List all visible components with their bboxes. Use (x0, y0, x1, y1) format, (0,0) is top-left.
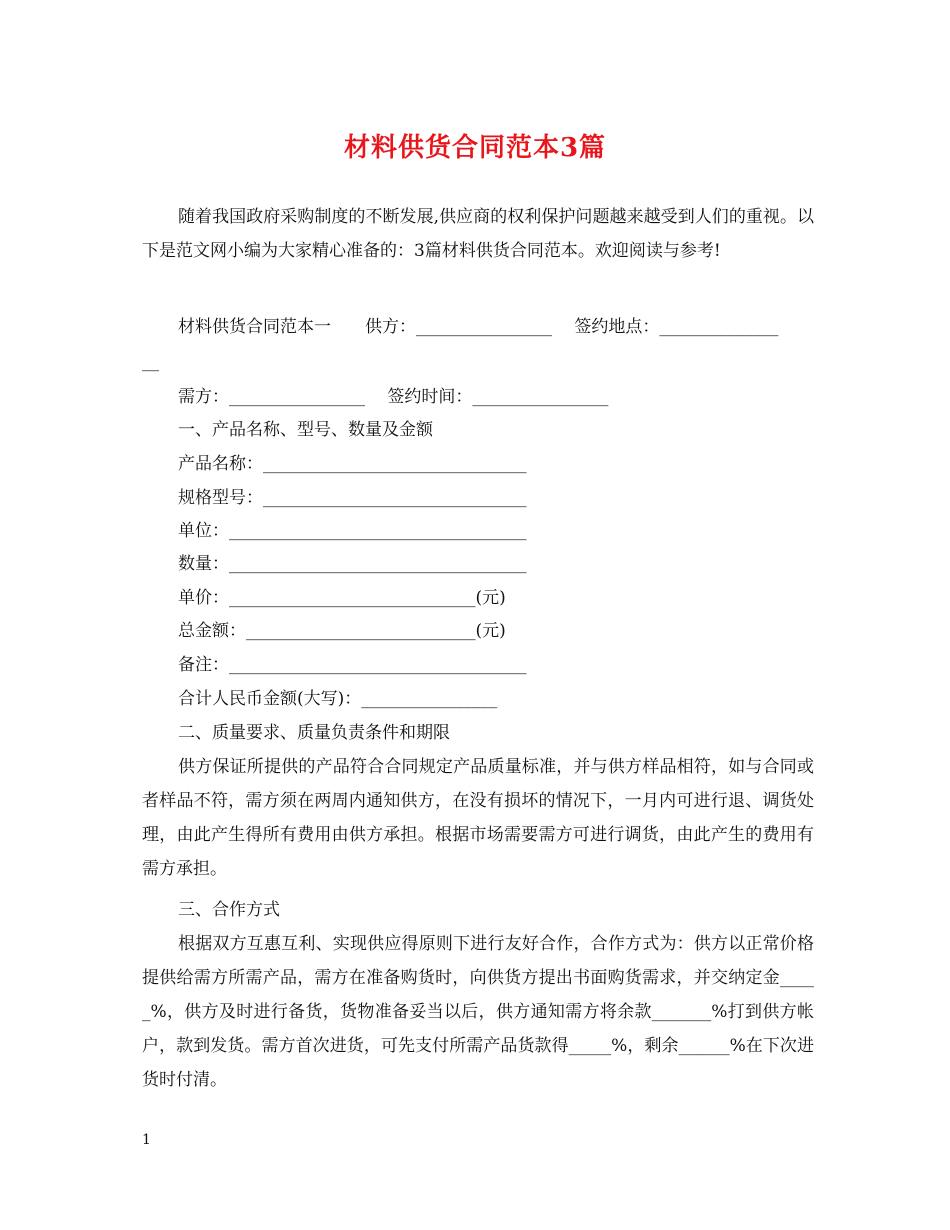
field-remarks: 备注：___________________________________ (178, 655, 527, 675)
field-total-amount: 总金额：___________________________(元) (178, 621, 506, 641)
section-1-heading: 一、产品名称、型号、数量及金额 (178, 420, 433, 440)
field-product-name: 产品名称：_______________________________ (178, 454, 527, 474)
document-title: 材料供货合同范本3篇 (343, 133, 607, 163)
field-unit-price: 单价：_____________________________(元) (178, 588, 506, 608)
section-2-heading: 二、质量要求、质量负责条件和期限 (178, 723, 450, 743)
field-spec-model: 规格型号：_______________________________ (178, 488, 527, 508)
section-2-body: 供方保证所提供的产品符合合同规定产品质量标准，并与供方样品相符，如与合同或者样品不符，需方须在两周内通知供方，在没有损坏的情况下，一月内可进行退、调货处理，由此产生得所有费用由供方承担。根据市场需要需方可进行调货，由此产生的费用有需方承担。 (142, 757, 814, 879)
contract-header-line-2: __ (142, 352, 159, 372)
intro-paragraph: 随着我国政府采购制度的不断发展,供应商的权利保护问题越来越受到人们的重视。以下是范文网小编为大家精心准备的：3篇材料供货合同范本。欢迎阅读与参考! (142, 207, 814, 261)
section-3-body: 根据双方互惠互利、实现供应得原则下进行友好合作，合作方式为：供方以正常价格提供给需方所需产品，需方在准备购货时，向供货方提出书面购货需求，并交纳定金_____%，供方及时进行备货，货物准备妥当以后，供方通知需方将余款_______%打到供方帐户，款到发货。需方首次进货，可先支付所需产品货款得_____%，剩余______%在下次进货时付清。 (142, 934, 814, 1090)
page-number: 1 (142, 1132, 151, 1148)
contract-header-line-3: 需方：________________ 签约时间：________________ (178, 387, 609, 407)
contract-header-line-1: 材料供货合同范本一 供方：________________ 签约地点：______________ (178, 317, 779, 337)
field-quantity: 数量：___________________________________ (178, 554, 527, 574)
field-total-rmb: 合计人民币金额(大写)：________________ (178, 689, 498, 709)
field-unit: 单位：___________________________________ (178, 521, 527, 541)
section-3-heading: 三、合作方式 (178, 900, 280, 920)
